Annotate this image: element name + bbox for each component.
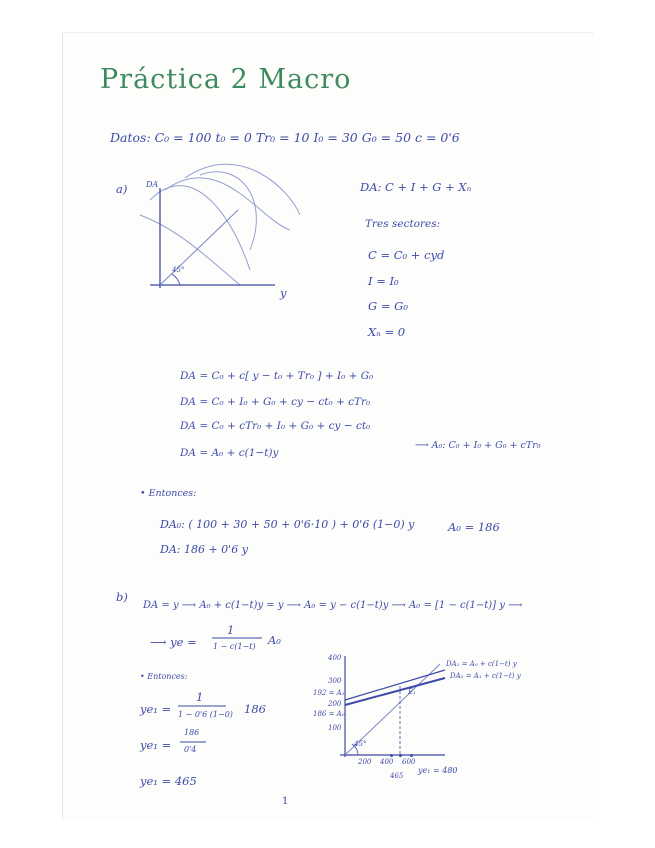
ye2-denominator: 0'4 xyxy=(184,745,197,754)
eq-net-exports: Xₙ = 0 xyxy=(368,325,406,339)
ye1-denominator: 1 − 0'6 (1−0) xyxy=(178,710,233,719)
b-x-tick-200: 200 xyxy=(358,758,372,766)
page-number: 1 xyxy=(282,796,289,807)
da2-line xyxy=(345,678,445,705)
da1-line xyxy=(345,670,445,700)
b-x-mark-ye: ye₁ = 480 xyxy=(418,766,458,775)
b-x-tick-400: 400 xyxy=(380,758,394,766)
a0-definition: ⟶ A₀: C₀ + I₀ + G₀ + cTr₀ xyxy=(415,440,541,451)
page-title: Práctica 2 Macro xyxy=(100,64,352,95)
b-x-mark-465: 465 xyxy=(390,772,404,780)
sectors-title: Tres sectores: xyxy=(365,218,441,230)
ye2-lhs: ye₁ = xyxy=(140,738,172,752)
ye1-multiplier: 186 xyxy=(244,702,266,716)
b-x-tick-600: 600 xyxy=(402,758,416,766)
b-y-tick-300: 300 xyxy=(328,677,342,685)
part-a-label: a) xyxy=(116,182,128,196)
ye1-numerator: 1 xyxy=(196,690,204,704)
ye-formula-lhs: ⟶ ye = xyxy=(150,635,197,649)
eq-government: G = G₀ xyxy=(368,299,408,313)
b-y-mark-a0: 186 = A₀ xyxy=(313,710,345,718)
da2-label: DA₂ = A₁ + c(1−t) y xyxy=(450,672,521,680)
given-data: Datos: C₀ = 100 t₀ = 0 Tr₀ = 10 I₀ = 30 G₀ = 50 c = 0'6 xyxy=(110,130,460,145)
x-point-2 xyxy=(399,754,402,757)
eq-consumption: C = C₀ + cyd xyxy=(368,248,445,262)
then-note-2: • Entonces: xyxy=(140,672,188,681)
x-point-1 xyxy=(390,754,393,757)
ye-formula-denominator: 1 − c(1−t) xyxy=(213,642,256,651)
then-note-1: • Entonces: xyxy=(140,488,197,499)
ye2-numerator: 186 xyxy=(184,728,200,737)
intersection-label: E₁ xyxy=(408,688,416,696)
derivation-step-1: DA = C₀ + c[ y − t₀ + Tr₀ ] + I₀ + G₀ xyxy=(180,370,374,382)
equilibrium-line: DA = y ⟶ A₀ + c(1−t)y = y ⟶ A₀ = y − c(1−t)y ⟶ A₀ = [1 − c(1−t)] y ⟶ xyxy=(143,600,523,611)
da-definition: DA: C + I + G + Xₙ xyxy=(360,180,472,194)
derivation-step-2: DA = C₀ + I₀ + G₀ + cy − ct₀ + cTr₀ xyxy=(180,396,371,408)
b-y-tick-100: 100 xyxy=(328,724,342,732)
da1-label: DA₁ = A₀ + c(1−t) y xyxy=(446,660,517,668)
a-angle-label: 45° xyxy=(172,266,185,274)
part-b-label: b) xyxy=(116,590,128,604)
b-y-mark-a1: 192 = A₁ xyxy=(313,689,345,697)
x-point-3 xyxy=(410,754,413,757)
ye1-lhs: ye₁ = xyxy=(140,702,172,716)
b-y-tick-400: 400 xyxy=(328,654,342,662)
b-angle-label: 45° xyxy=(354,740,367,748)
calculation-2: DA: 186 + 0'6 y xyxy=(160,543,248,556)
derivation-step-4: DA = A₀ + c(1−t)y xyxy=(180,447,279,459)
derivation-step-3: DA = C₀ + cTr₀ + I₀ + G₀ + cy − ct₀ xyxy=(180,420,371,432)
ye-formula-numerator: 1 xyxy=(227,623,235,637)
b-y-tick-200: 200 xyxy=(328,700,342,708)
ye-result: ye₁ = 465 xyxy=(140,774,197,788)
ye-formula-multiplier: A₀ xyxy=(268,633,281,647)
calculation-1: DA₀: ( 100 + 30 + 50 + 0'6·10 ) + 0'6 (1−0) y xyxy=(160,518,415,531)
a-axis-y-label: DA xyxy=(146,180,159,189)
a-axis-x-label: y xyxy=(280,286,287,300)
a0-value: A₀ = 186 xyxy=(448,520,500,534)
eq-investment: I = I₀ xyxy=(368,274,399,288)
